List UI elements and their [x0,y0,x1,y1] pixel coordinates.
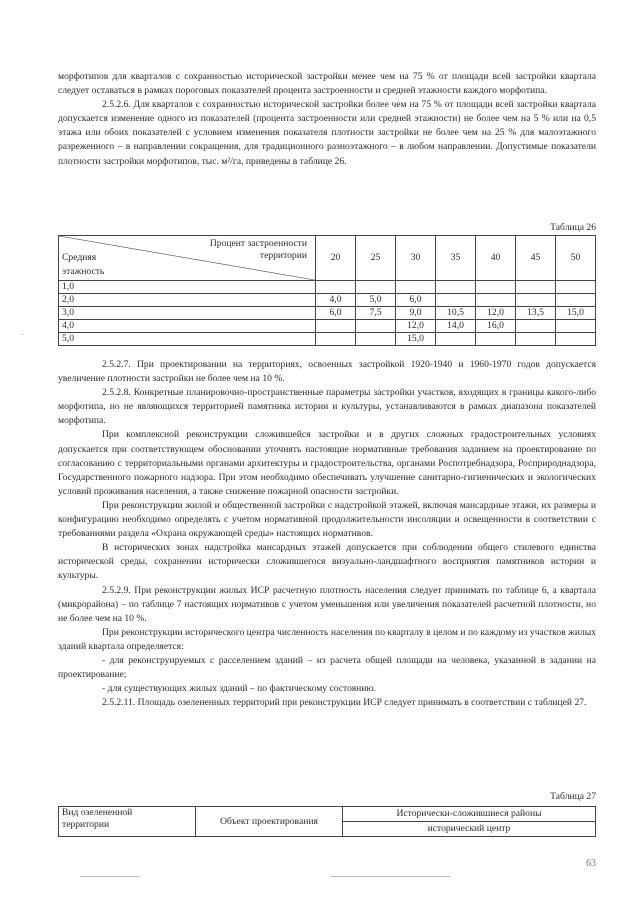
table-row [59,294,596,307]
table-cell: 10,5 [436,307,476,320]
top-text-block [58,70,596,169]
column-header: 20 [316,236,356,281]
table-cell [476,333,516,346]
column-header: 35 [436,236,476,281]
table26-caption: Таблица 26 [550,222,596,233]
table-cell: 13,5 [516,307,556,320]
column-header: 30 [396,236,436,281]
paragraph: 2.5.2.11. Площадь озелененных территорий при реконструкции ИСР следует принимать в соответствии с таблицей 27. [102,697,587,709]
table-cell: 5,0 [356,294,396,307]
table-cell: 4,0 [316,294,356,307]
table-cell [356,320,396,333]
row-label: 2,0 [59,294,316,307]
table27-col1-header [59,807,196,837]
table-cell: 12,0 [396,320,436,333]
table-row [59,307,596,320]
row-label: 3,0 [59,307,316,320]
table-cell [316,281,356,294]
scan-artifact-line [330,876,450,877]
table-cell [356,281,396,294]
table-cell [396,281,436,294]
table27-col3-subheader: исторический центр [343,822,596,837]
row-label: 1,0 [59,281,316,294]
header-left-label: Средняя [62,252,97,263]
table-cell [476,294,516,307]
header-top-label: Процент застроенности [209,238,307,249]
paragraph: 2.5.2.8. Конкретные планировочно-пространственные параметры застройки участков, входящих в границы какого-либо морфотипа, но не являющихся территорией памятника истории и культуры, устанавливаются в рамках диапазона показателей морфотипа. [58,387,596,427]
page-number: 63 [586,858,596,869]
table-cell: 9,0 [396,307,436,320]
table-cell [556,281,596,294]
header-left-label-2: этажность [62,266,105,277]
table27-caption: Таблица 27 [550,791,596,802]
table-cell: 16,0 [476,320,516,333]
paragraph: При реконструкции жилой и общественной застройки с надстройкой этажей, включая мансардные этажи, их размеры и конфигурацию необходимо определять с учетом нормативной продолжительности инсоляции и освещенности в соответствии с требованиями раздела «Охрана окружающей среды» настоящих нормативов. [58,499,596,540]
table26-corner-header [59,236,316,281]
table-cell [556,333,596,346]
table27-col3-header: Исторически-сложившиеся районы [343,807,596,822]
table-cell [356,333,396,346]
table-cell [436,281,476,294]
column-header: 25 [356,236,396,281]
column-header: 50 [556,236,596,281]
table-cell [516,320,556,333]
paragraph: При реконструкции исторического центра численность населения по кварталу в целом и по каждому из участков жилых зданий квартала определяется: [58,626,596,652]
table-row [59,281,596,294]
table-cell [516,294,556,307]
table-cell: 15,0 [396,333,436,346]
paragraph: 2.5.2.7. При проектировании на территориях, освоенных застройкой 1920-1940 и 1960-1970 годов допускается увеличение плотности застройки не более чем на 10 %. [58,359,596,385]
paragraph: - для реконструируемых с расселением зданий – из расчета общей площади на человека, указанной в задании на проектирование; [58,654,596,681]
table-cell [436,333,476,346]
paragraph: 2.5.2.6. Для кварталов с сохранностью исторической застройки более чем на 75 % от площади всей застройки квартала допускается изменение одного из показателей (процента застроенности или средней этажности) не более чем на 5 % или на 0,5 этажа или обоих показателей с условием изменения показателя плотности застройки не более чем на 25 % для малоэтажного разреженного – в направлении сокращения, для традиционного разноэтажного – в любом направлении. Допустимые показатели плотности застройки морфотипов, тыс. м²/га, приведены в таблице 26. [58,99,596,167]
table-26 [58,235,596,346]
col1-line2: территории [62,819,110,830]
paragraph: В исторических зонах надстройка мансардных этажей допускается при соблюдении общего стилевого единства исторической среды, сохранении исторически сложившегося визуально-ландшафтного восприятия памятников истории и культуры. [58,542,596,582]
table-cell: 6,0 [316,307,356,320]
margin-mark: .. [20,328,24,337]
table-cell [316,320,356,333]
table-cell [556,294,596,307]
header-top-label-2: территории [259,250,307,261]
scan-artifact-line [80,876,140,877]
table-cell [516,281,556,294]
table-row [59,320,596,333]
col1-line1: Вид озелененной [62,807,133,818]
row-label: 5,0 [59,333,316,346]
table27-col2-header: Объект проектирования [196,807,343,837]
paragraph: - для существующих жилых зданий – по фактическому состоянию. [102,683,376,695]
table-cell: 15,0 [556,307,596,320]
table-cell: 14,0 [436,320,476,333]
column-header: 45 [516,236,556,281]
paragraph: 2.5.2.9. При реконструкции жилых ИСР расчетную плотность населения следует принимать по таблице 6, а квартала (микрорайона) – по таблице 7 настоящих нормативов с учетом уменьшения или увеличения показателей расчетной плотности, но не более чем на 10 %. [58,584,596,624]
table-cell [476,281,516,294]
table-27 [58,806,596,837]
table-cell [556,320,596,333]
table-cell [436,294,476,307]
column-header: 40 [476,236,516,281]
middle-text-block [58,358,596,710]
paragraph: При комплексной реконструкции сложившейся застройки и в других сложных градостроительных условиях допускается при соответствующем обосновании уточнять настоящие нормативные требования заданием на проектирование по согласованию с территориальными органами архитектуры и градостроительства, органами Роспотребнадзора, Росприроднадзора, Государственного пожарного надзора. При этом необходимо обеспечивать улучшение санитарно-гигиенических и экологических условий проживания населения, а также снижение пожарной опасности застройки. [58,429,596,497]
table-cell: 7,5 [356,307,396,320]
table-cell: 6,0 [396,294,436,307]
table-cell: 12,0 [476,307,516,320]
table-row [59,333,596,346]
row-label: 4,0 [59,320,316,333]
paragraph: морфотипов для кварталов с сохранностью исторической застройки менее чем на 75 % от площади всей застройки квартала следует оставаться в рамках пороговых показателей процента застроенности и средней этажности каждого морфотипа. [58,71,596,97]
table-cell [516,333,556,346]
table-cell [316,333,356,346]
